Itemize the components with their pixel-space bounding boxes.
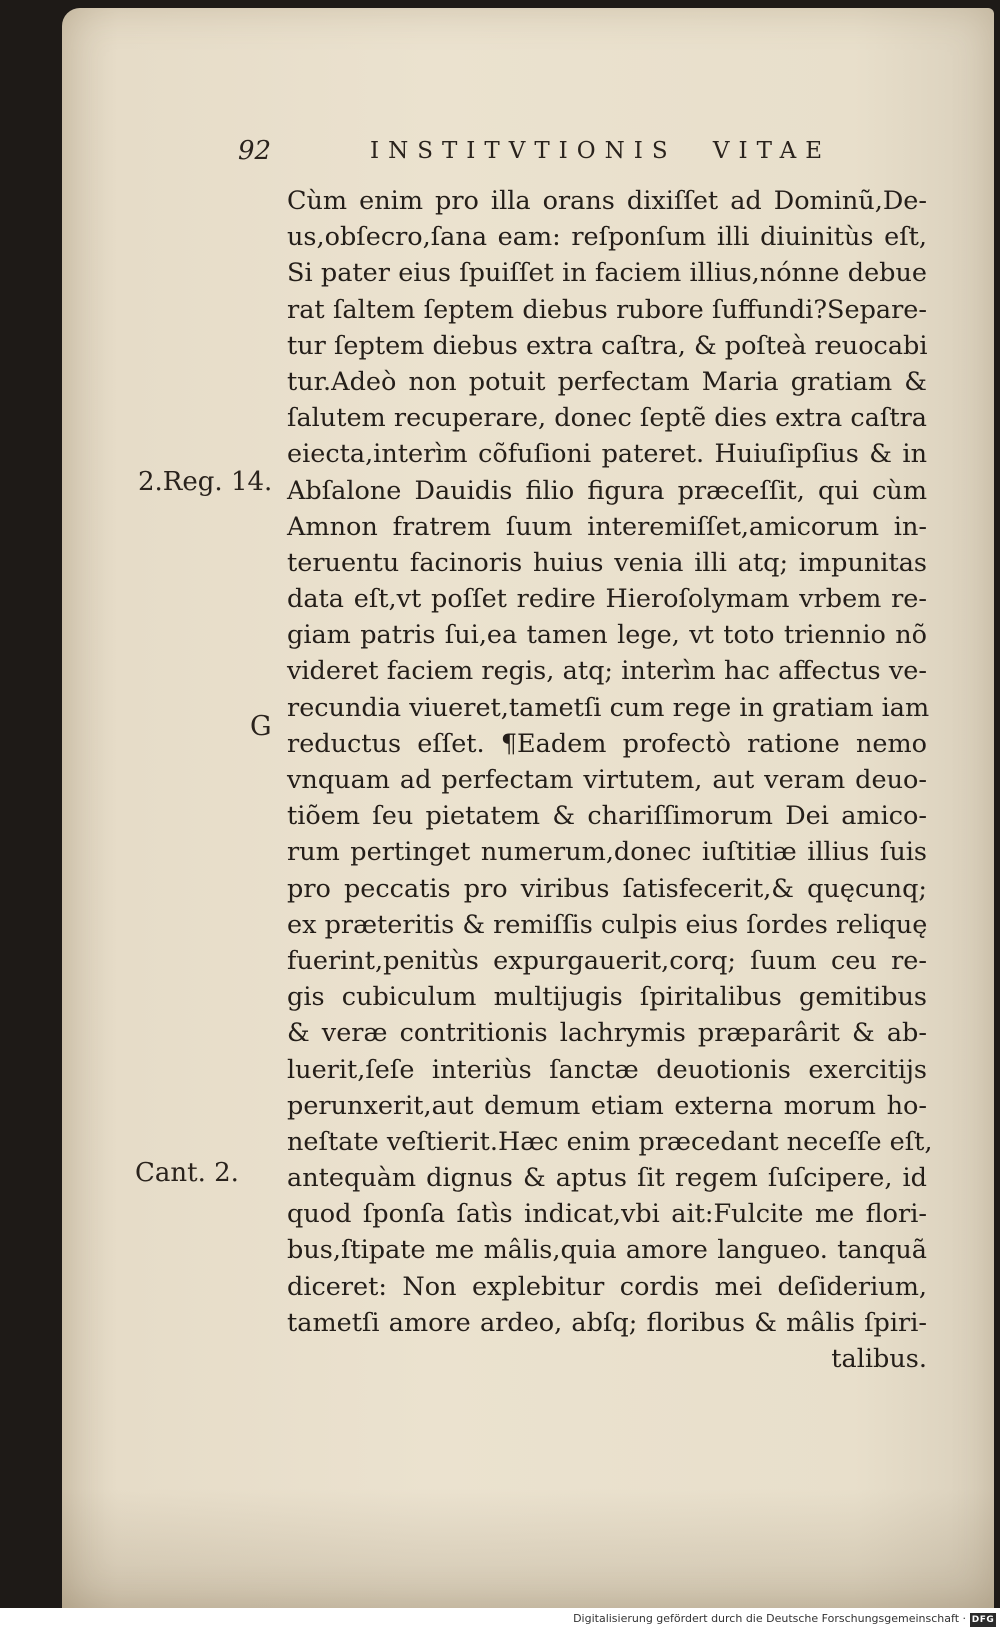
- text-line: ex præteritis & remiſſis culpis eius ſordes reliquę: [287, 909, 928, 940]
- footer-credit: Digitalisierung gefördert durch die Deutsche Forschungsgemeinschaft ·: [573, 1612, 966, 1625]
- text-line: recundia viueret,tametſi cum rege in gratiam iam: [287, 692, 930, 723]
- text-line: quod ſponſa ſatìs indicat,vbi ait:Fulcite me flori-: [287, 1199, 927, 1230]
- margin-note-cant: Cant. 2.: [135, 1158, 239, 1188]
- text-line: luerit,ſeſe interiùs ſanctæ deuotionis exercitijs: [287, 1054, 927, 1085]
- text-line: tur.Adeò non potuit perfectam Maria gratiam &: [287, 366, 927, 397]
- text-line: neſtate veſtierit.Hæc enim præcedant neceſſe eſt,: [287, 1126, 933, 1157]
- text-line: vnquam ad perfectam virtutem, aut veram deuo-: [287, 765, 927, 795]
- text-line: eiecta,interìm cõfuſioni pateret. Huiuſipſius & in: [287, 439, 927, 470]
- text-line: & veræ contritionis lachrymis præparârit & ab-: [287, 1018, 927, 1049]
- text-line: Abſalone Dauidis filio figura præceſſit, qui cùm: [287, 475, 927, 506]
- running-head: [238, 136, 898, 176]
- body-text: [287, 183, 933, 1377]
- margin-note-reg: 2.Reg. 14.: [138, 467, 273, 497]
- text-line: tametſi amore ardeo, abſq; floribus & mâlis ſpiri-: [287, 1307, 927, 1338]
- text-line: Si pater eius ſpuiſſet in faciem illius,nónne debue: [287, 258, 927, 289]
- text-line: antequàm dignus & aptus ſit regem ſuſcipere, id: [287, 1163, 927, 1194]
- text-line: bus,ſtipate me mâlis,quia amore langueo. tanquã: [287, 1235, 927, 1266]
- footer-bar: [0, 1608, 1000, 1632]
- text-line: tur ſeptem diebus extra caſtra, & poſteà reuocabi: [287, 330, 928, 361]
- text-line: pro peccatis pro viribus ſatisfecerit,& quęcunq;: [287, 873, 927, 904]
- page-number: 92: [238, 136, 272, 166]
- text-line: perunxerit,aut demum etiam externa morum ho-: [287, 1090, 927, 1121]
- text-line: Cùm enim pro illa orans dixiſſet ad Dominũ,De-: [287, 186, 927, 216]
- text-line: rat ſaltem ſeptem diebus rubore ſuffundi?Separe-: [287, 294, 927, 325]
- text-line: tiõem ſeu pietatem & chariſſimorum Dei amico-: [287, 801, 927, 832]
- page-header: INSTITVTIONIS VITAE: [370, 138, 832, 164]
- text-line: data eſt,vt poſſet redire Hieroſolymam vrbem re-: [287, 584, 927, 615]
- text-line: fuerint,penitùs expurgauerit,corq; ſuum ceu re-: [287, 945, 927, 976]
- text-line: reductus eſſet. ¶Eadem profectò ratione nemo: [287, 728, 927, 759]
- text-line: rum pertinget numerum,donec iuſtitiæ illius ſuis: [287, 837, 927, 868]
- page-shadow: [62, 1488, 994, 1608]
- text-line: Amnon fratrem ſuum interemiſſet,amicorum in-: [287, 511, 927, 542]
- text-line: ſalutem recuperare, donec ſeptẽ dies extra caſtra: [287, 403, 927, 434]
- text-line: giam patris ſui,ea tamen lege, vt toto triennio nõ: [287, 620, 927, 651]
- text-line: gis cubiculum multijugis ſpiritalibus gemitibus: [287, 982, 927, 1013]
- text-line: teruentu facinoris huius venia illi atq; impunitas: [287, 547, 927, 578]
- text-line: diceret: Non explebitur cordis mei deſiderium,: [287, 1271, 927, 1302]
- text-line: us,obſecro,ſana eam: reſponſum illi diuinitùs eſt,: [287, 222, 927, 253]
- text-line-catchword: talibus.: [831, 1344, 927, 1374]
- margin-section-mark: G: [250, 711, 272, 742]
- text-line: videret faciem regis, atq; interìm hac affectus ve-: [287, 656, 927, 687]
- dfg-logo-icon: DFG: [971, 1615, 995, 1625]
